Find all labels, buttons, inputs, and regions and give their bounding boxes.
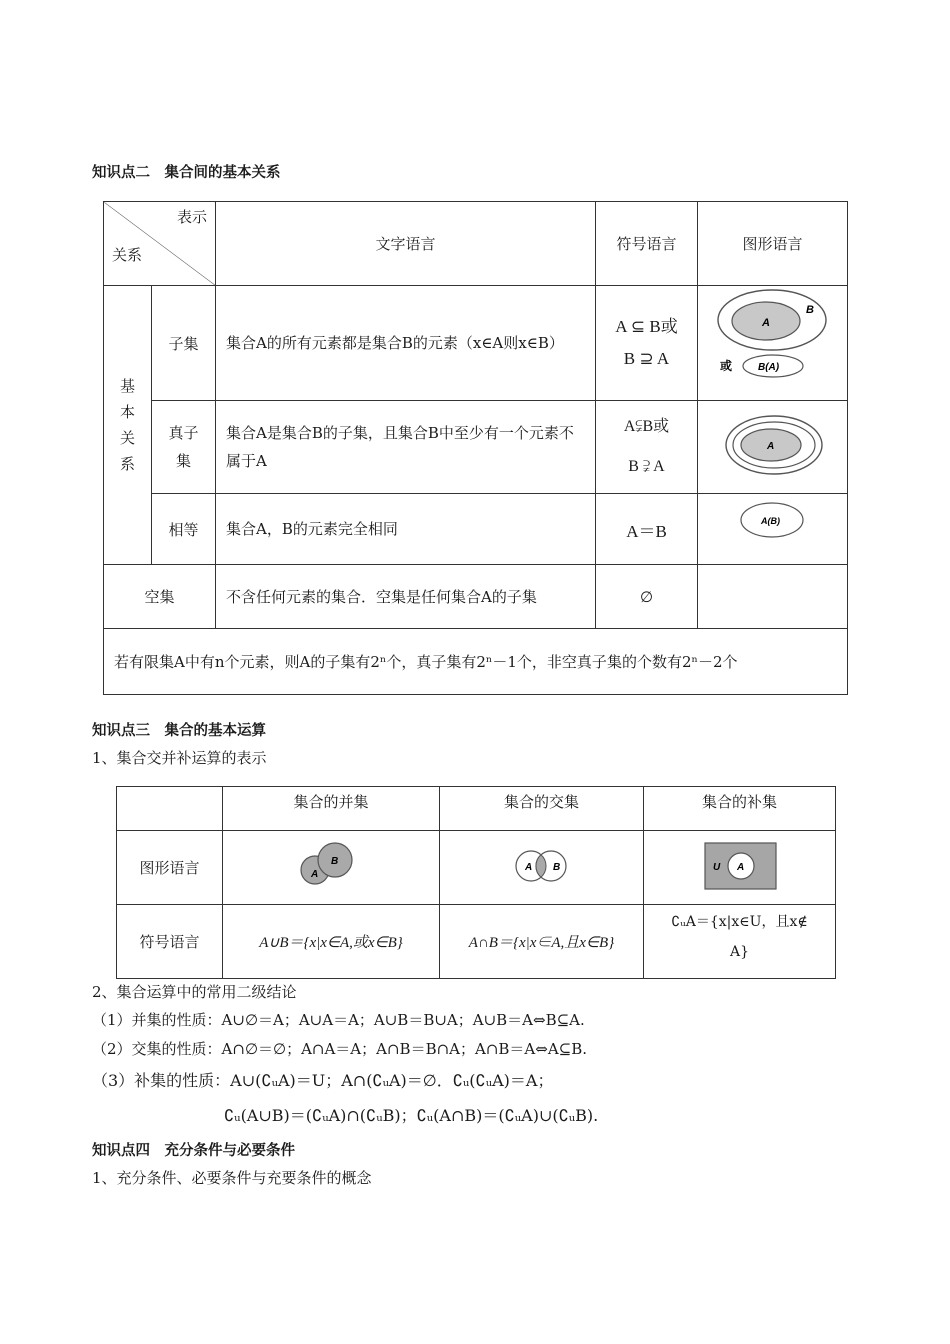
section2-heading: 知识点二 集合间的基本关系 — [92, 165, 281, 181]
corner-top-label: 表示 — [176, 208, 207, 226]
col-union: 集合的并集 — [223, 787, 440, 831]
col-intersection: 集合的交集 — [440, 787, 644, 831]
intersection-properties: （2）交集的性质：A∩∅＝∅；A∩A＝A；A∩B＝B∩A；A∩B＝A⇔A⊆B. — [92, 1040, 588, 1058]
row-empty-text: 不含任何元素的集合．空集是任何集合A的子集 — [216, 565, 596, 629]
row-equal-symbol: A＝B — [596, 494, 698, 565]
header-symbol-lang: 符号语言 — [596, 202, 698, 286]
svg-text:U: U — [712, 861, 720, 873]
fig-ba-label: B(A) — [758, 362, 780, 373]
section3-heading: 知识点三 集合的基本运算 — [92, 723, 266, 739]
section4-heading: 知识点四 充分条件与必要条件 — [92, 1143, 295, 1159]
operations-table — [116, 786, 836, 979]
corner-bottom-label: 关系 — [112, 246, 143, 264]
proper-subset-venn — [698, 401, 848, 489]
row-subset-symbol: A ⊆ B或 B ⊇ A — [596, 286, 698, 401]
fig-ab-label: A(B) — [761, 516, 780, 526]
group-label: 基本关系 — [104, 286, 152, 565]
union-symbol: A∪B＝{x|x∈A,或x∈B} — [223, 905, 440, 979]
svg-text:B: B — [331, 855, 339, 867]
svg-text:A: A — [311, 868, 319, 880]
complement-symbol: ∁ᵤA＝{x|x∈U，且x∉ A} — [644, 905, 836, 979]
fig-or-label: 或 — [720, 359, 733, 373]
intersection-symbol: A∩B＝{x|x∈A,且x∈B} — [440, 905, 644, 979]
row-equal-name: 相等 — [152, 494, 216, 565]
equal-venn — [698, 494, 848, 560]
row-subset-text: 集合A的所有元素都是集合B的元素（x∈A则x∈B） — [216, 286, 596, 401]
header-text-lang: 文字语言 — [216, 202, 596, 286]
col-complement: 集合的补集 — [644, 787, 836, 831]
section3-sub2: 2、集合运算中的常用二级结论 — [92, 983, 297, 1001]
corner-cell — [104, 202, 216, 286]
row-subset-name: 子集 — [152, 286, 216, 401]
section3-sub1: 1、集合交并补运算的表示 — [92, 749, 267, 767]
header-figure-lang: 图形语言 — [698, 202, 848, 286]
subset-venn — [698, 286, 848, 396]
complement-properties-cont: ∁ᵤ(A∪B)＝(∁ᵤA)∩(∁ᵤB)；∁ᵤ(A∩B)＝(∁ᵤA)∪(∁ᵤB). — [224, 1106, 599, 1125]
row-subset-figure — [698, 286, 848, 401]
fig-a-label: A — [767, 441, 775, 452]
row-proper-symbol: A⫋B或 B ⫌ A — [596, 401, 698, 494]
svg-text:A: A — [524, 861, 532, 873]
fig-a-label: A — [762, 317, 770, 329]
union-properties: （1）并集的性质：A∪∅＝A；A∪A＝A；A∪B＝B∪A；A∪B＝A⇔B⊆A. — [92, 1011, 585, 1029]
row-empty-figure — [698, 565, 848, 629]
complement-properties: （3）补集的性质：A∪(∁ᵤA)＝U；A∩(∁ᵤA)＝∅．∁ᵤ(∁ᵤA)＝A； — [92, 1071, 554, 1090]
union-figure — [223, 831, 440, 905]
svg-text:A: A — [736, 861, 744, 873]
ops-corner — [117, 787, 223, 831]
row-proper-text: 集合A是集合B的子集，且集合B中至少有一个元素不属于A — [216, 401, 596, 494]
subset-count-note: 若有限集A中有n个元素，则A的子集有2ⁿ个，真子集有2ⁿ－1个，非空真子集的个数有2ⁿ－2个 — [104, 629, 848, 695]
svg-text:B: B — [552, 861, 560, 873]
fig-b-label: B — [806, 304, 814, 316]
intersection-venn — [502, 836, 582, 896]
intersection-figure — [440, 831, 644, 905]
section4-sub1: 1、充分条件、必要条件与充要条件的概念 — [92, 1169, 372, 1187]
row-proper-name: 真子集 — [152, 401, 216, 494]
row-symbol-lang: 符号语言 — [117, 905, 223, 979]
complement-venn — [695, 836, 785, 896]
row-empty-symbol: ∅ — [596, 565, 698, 629]
row-empty-name: 空集 — [104, 565, 216, 629]
row-figure-lang: 图形语言 — [117, 831, 223, 905]
row-equal-figure — [698, 494, 848, 565]
complement-figure — [644, 831, 836, 905]
row-proper-figure — [698, 401, 848, 494]
relations-table — [103, 201, 848, 695]
row-equal-text: 集合A，B的元素完全相同 — [216, 494, 596, 565]
union-venn — [291, 836, 371, 896]
